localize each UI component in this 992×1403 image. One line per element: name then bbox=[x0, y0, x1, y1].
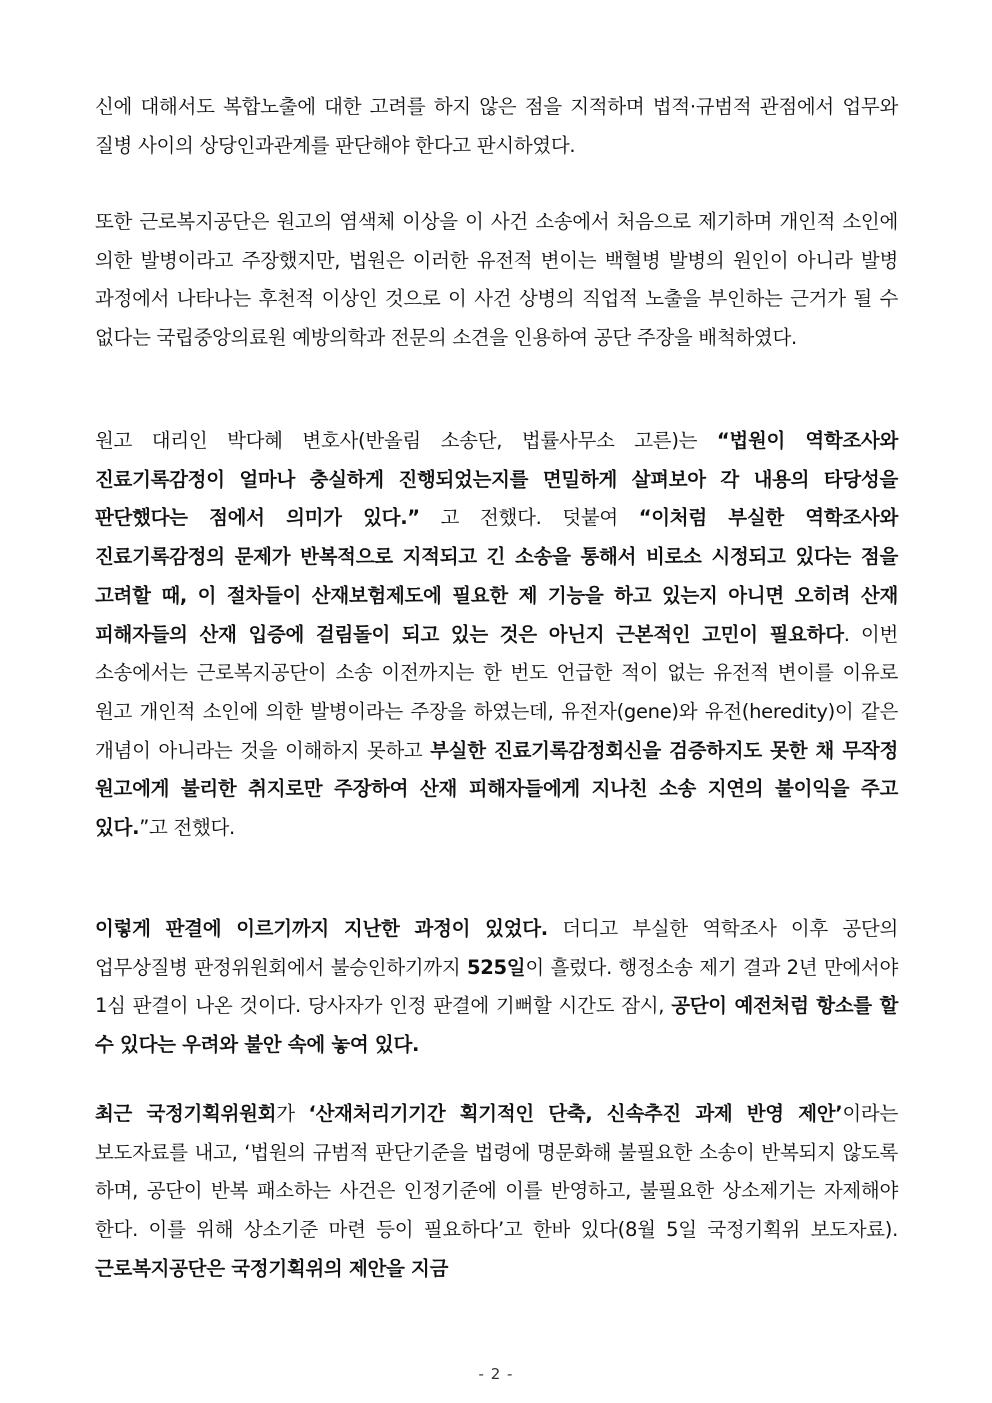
body-paragraph bbox=[95, 88, 898, 165]
emphasized-text: 최근 국정기획위원회 bbox=[95, 1102, 277, 1125]
emphasized-text: ‘산재처리기기간 획기적인 단축, 신속추진 과제 반영 제안’ bbox=[308, 1102, 843, 1125]
paragraph-text: 가 bbox=[276, 1102, 309, 1125]
paragraph-text: 원고 대리인 박다혜 변호사(반올림 소송단, 법률사무소 고른)는 bbox=[95, 429, 717, 452]
emphasized-text: “이처럼 부실한 역학조사와 진료기록감정의 문제가 반복적으로 지적되고 긴 소송을 통해서 비로소 시정되고 있다는 점을 고려할 때, 이 절차들이 산재보험제도에 필요한 제 기능을 하고 있는지 아니면 오히려 산재 피해자들의 산재 입증에 걸림돌이 되고 있는 것은 아닌지 근본적인 고민이 필요하다 bbox=[95, 506, 898, 646]
body-paragraph bbox=[95, 910, 898, 1065]
emphasized-text: 525일 bbox=[466, 955, 526, 979]
paragraph-text: 고 전했다. 덧붙여 bbox=[419, 506, 639, 530]
emphasized-text: “법원이 역학조사와 진료기록감정이 얼마나 충실하게 진행되었는지를 면밀하게 살펴보아 각 내용의 타당성을 판단했다는 점에서 의미가 있다.” bbox=[95, 429, 898, 530]
body-paragraph bbox=[95, 203, 898, 358]
paragraph-text: . 이번 소송에서는 근로복지공단이 소송 이전까지는 한 번도 언급한 적이 없는 유전적 변이를 이유로 원고 개인적 소인에 의한 발병이라는 주장을 하였는데, 유전자(gene)와 유전(heredity)이 같은 개념이 아니라는 것을 이해하지 못하고 bbox=[95, 622, 898, 762]
emphasized-text: 근로복지공단은 국정기획위의 제안을 지금 bbox=[95, 1256, 449, 1280]
paragraph-text: 또한 근로복지공단은 원고의 염색체 이상을 이 사건 소송에서 처음으로 제기하며 개인적 소인에 의한 발병이라고 주장했지만, 법원은 이러한 유전적 변이는 백혈병 발병의 원인이 아니라 발병 과정에서 나타나는 후천적 이상인 것으로 이 사건 상병의 직업적 노출을 부인하는 근거가 될 수 없다는 국립중앙의료원 예방의학과 전문의 소견을 인용하여 공단 주장을 배척하였다. bbox=[95, 210, 898, 350]
body-paragraph bbox=[95, 422, 898, 848]
paragraph-text: 더디고 부실한 역학조사 이후 공단의 업무상질병 판정위원회에서 불승인하기까지 bbox=[95, 917, 898, 979]
paragraph-text: 이 흘렀다. 행정소송 제기 결과 2년 만에서야 1심 판결이 나온 것이다. 당사자가 인정 판결에 기뻐할 시간도 잠시, bbox=[95, 955, 898, 1018]
body-paragraph bbox=[95, 1095, 898, 1289]
emphasized-text: 공단이 예전처럼 항소를 할 수 있다는 우려와 불안 속에 놓여 있다. bbox=[95, 994, 899, 1057]
paragraph-text: ”고 전했다. bbox=[139, 816, 235, 840]
paragraph-text: 신에 대해서도 복합노출에 대한 고려를 하지 않은 점을 지적하며 법적·규범적 관점에서 업무와 질병 사이의 상당인과관계를 판단해야 한다고 판시하였다. bbox=[95, 95, 898, 157]
page-number: - 2 - bbox=[478, 1365, 514, 1383]
emphasized-text: 부실한 진료기록감정회신을 검증하지도 못한 채 무작정 원고에게 불리한 취지로만 주장하여 산재 피해자들에게 지나친 소송 지연의 불이익을 주고 있다. bbox=[95, 738, 898, 840]
paragraph-text: 이라는 보도자료를 내고, ‘법원의 규범적 판단기준을 법령에 명문화해 불필요한 소송이 반복되지 않도록 하며, 공단이 반복 패소하는 사건은 인정기준에 이를 반영하고, 불필요한 상소제기는 자제해야 한다. 이를 위해 상소기준 마련 등이 필요하다’고 한바 있다(8월 5일 국정기획위 보도자료). bbox=[95, 1102, 898, 1242]
emphasized-text: 이렇게 판결에 이르기까지 지난한 과정이 있었다. bbox=[95, 917, 548, 940]
